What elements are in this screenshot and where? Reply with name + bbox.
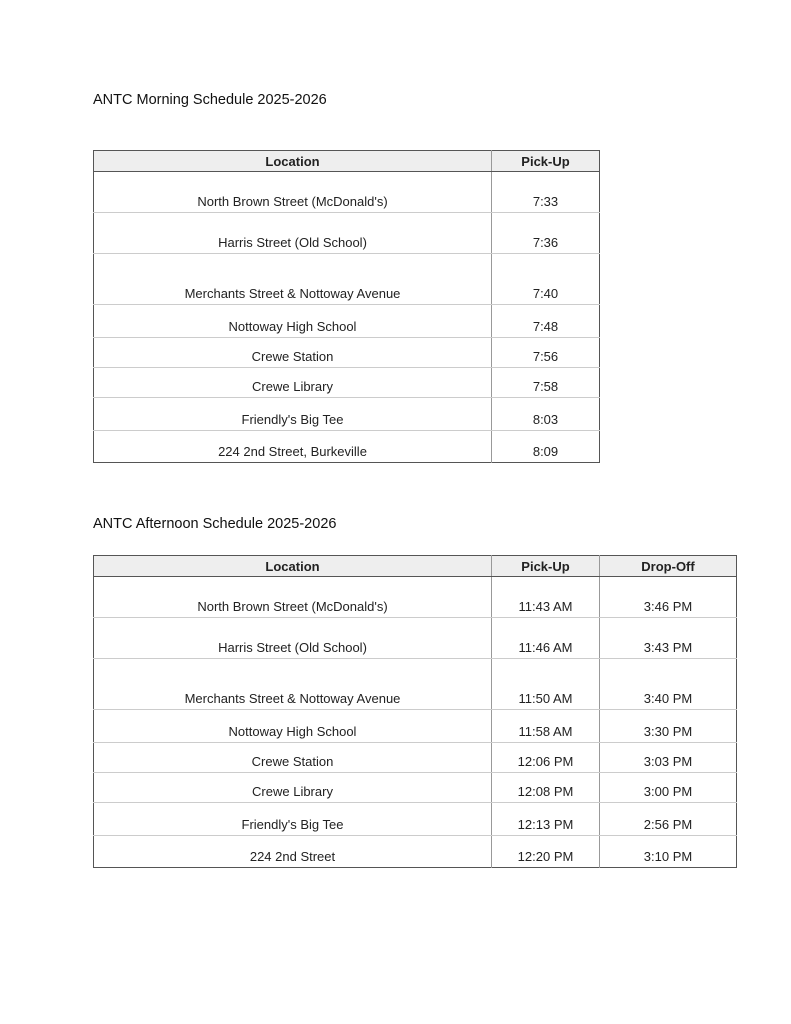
location-cell: North Brown Street (McDonald's): [94, 577, 492, 618]
table-row: [94, 398, 600, 431]
table-header-row: [94, 151, 600, 172]
location-cell: North Brown Street (McDonald's): [94, 172, 492, 213]
dropoff-cell: 3:43 PM: [600, 618, 737, 659]
table-row: [94, 618, 737, 659]
pickup-cell: 11:58 AM: [492, 710, 600, 743]
location-cell: Harris Street (Old School): [94, 213, 492, 254]
pickup-cell: 12:08 PM: [492, 773, 600, 803]
location-cell: 224 2nd Street, Burkeville: [94, 431, 492, 463]
dropoff-cell: 3:10 PM: [643, 849, 693, 864]
table-row: [94, 659, 737, 710]
dropoff-cell: 3:00 PM: [600, 773, 737, 803]
location-cell: Crewe Station: [94, 338, 492, 368]
location-cell: Crewe Library: [94, 773, 492, 803]
pickup-cell: 12:20 PM: [492, 836, 600, 868]
pickup-cell: 7:33: [492, 172, 600, 213]
table-row: [94, 305, 600, 338]
pickup-cell: 12:06 PM: [492, 743, 600, 773]
dropoff-cell: 3:46 PM: [600, 577, 737, 618]
column-header-pickup: Pick-Up: [492, 556, 600, 577]
pickup-cell: 8:09: [532, 444, 559, 459]
pickup-cell: 7:36: [492, 213, 600, 254]
location-cell: Harris Street (Old School): [94, 618, 492, 659]
location-cell: 224 2nd Street: [94, 836, 492, 868]
pickup-cell: 11:46 AM: [492, 618, 600, 659]
location-cell: Friendly's Big Tee: [94, 803, 492, 836]
table-header-row: [94, 556, 737, 577]
table-row: [94, 338, 600, 368]
morning-schedule-table: [93, 150, 600, 463]
column-header-pickup: Pick-Up: [492, 151, 600, 172]
dropoff-cell: 3:30 PM: [600, 710, 737, 743]
table-row: [94, 743, 737, 773]
column-header-location: Location: [94, 151, 492, 172]
afternoon-schedule-table: [93, 555, 737, 868]
table-row: [94, 710, 737, 743]
location-cell: Crewe Station: [94, 743, 492, 773]
table-row: [94, 773, 737, 803]
dropoff-cell: 3:40 PM: [600, 659, 737, 710]
table-row: [94, 213, 600, 254]
table-row: [94, 368, 600, 398]
column-header-dropoff: Drop-Off: [600, 556, 737, 577]
dropoff-cell: 2:56 PM: [600, 803, 737, 836]
location-cell: Nottoway High School: [94, 710, 492, 743]
location-cell: Merchants Street & Nottoway Avenue: [94, 254, 492, 305]
table-row: [94, 836, 737, 868]
pickup-cell: 11:43 AM: [492, 577, 600, 618]
location-cell: Friendly's Big Tee: [94, 398, 492, 431]
pickup-cell: 11:50 AM: [492, 659, 600, 710]
location-cell: Nottoway High School: [94, 305, 492, 338]
dropoff-cell: 3:03 PM: [600, 743, 737, 773]
location-cell: Merchants Street & Nottoway Avenue: [94, 659, 492, 710]
table-row: [94, 803, 737, 836]
table-row: [94, 431, 600, 463]
pickup-cell: 12:13 PM: [492, 803, 600, 836]
afternoon-schedule-title: ANTC Afternoon Schedule 2025-2026: [93, 516, 337, 532]
table-row: [94, 577, 737, 618]
column-header-location: Location: [94, 556, 492, 577]
morning-schedule-title: ANTC Morning Schedule 2025-2026: [93, 92, 327, 108]
pickup-cell: 7:48: [492, 305, 600, 338]
location-cell: Crewe Library: [94, 368, 492, 398]
pickup-cell: 7:56: [492, 338, 600, 368]
pickup-cell: 8:03: [492, 398, 600, 431]
pickup-cell: 7:40: [492, 254, 600, 305]
table-row: [94, 254, 600, 305]
pickup-cell: 7:58: [492, 368, 600, 398]
table-row: [94, 172, 600, 213]
